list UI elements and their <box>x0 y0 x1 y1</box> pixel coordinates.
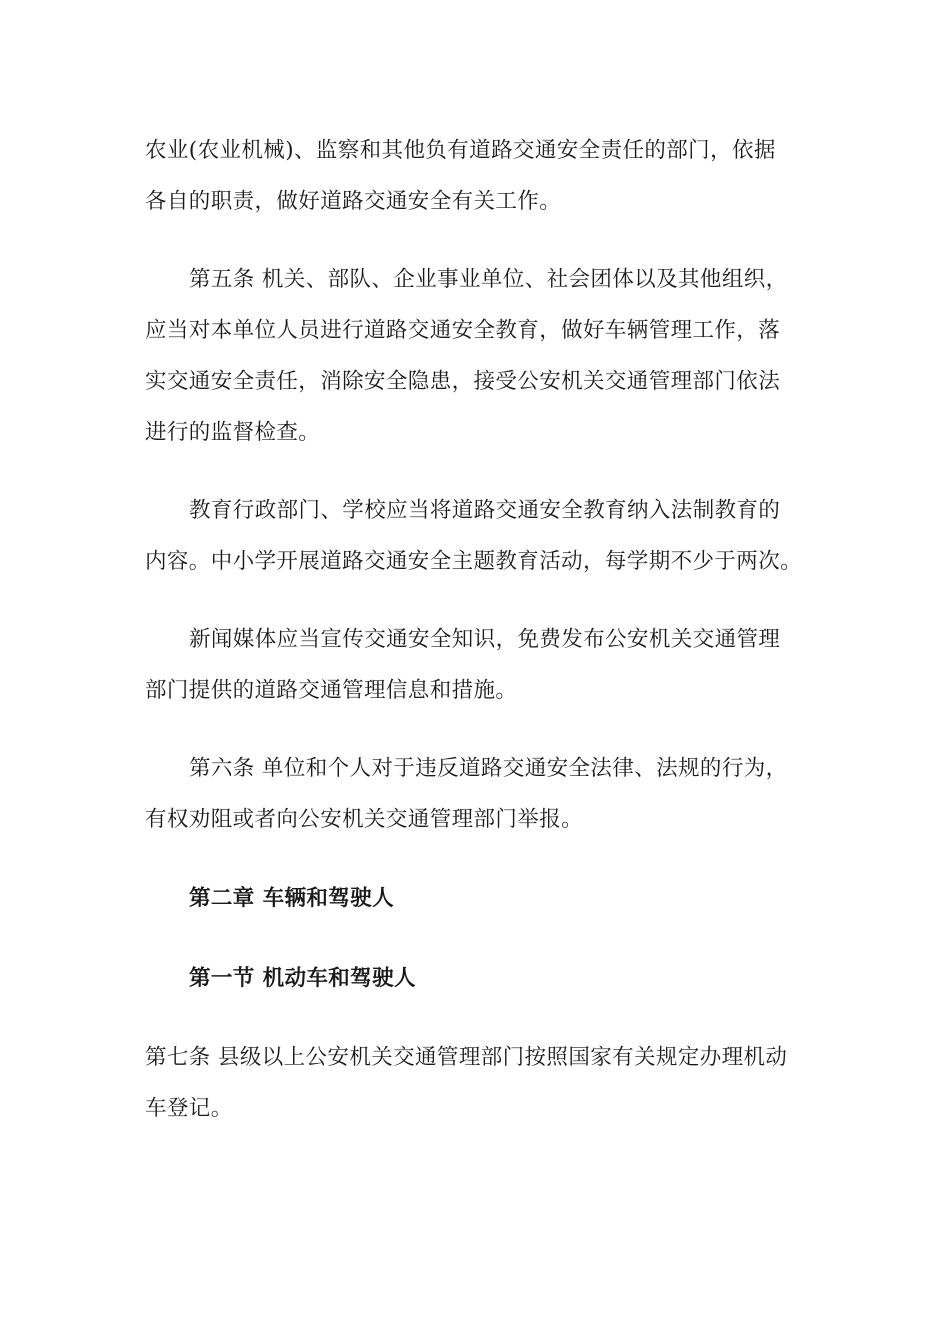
text-line: 实交通安全责任，消除安全隐患，接受公安机关交通管理部门依法 <box>145 369 781 394</box>
text-line: 第七条 县级以上公安机关交通管理部门按照国家有关规定办理机动 <box>145 1045 788 1070</box>
text-line: 部门提供的道路交通管理信息和措施。 <box>145 678 518 703</box>
section-title: 第一节 机动车和驾驶人 <box>189 966 416 991</box>
text-line: 农业(农业机械)、监察和其他负有道路交通安全责任的部门，依据 <box>145 138 776 163</box>
text-line: 第六条 单位和个人对于违反道路交通安全法律、法规的行为， <box>189 756 788 781</box>
text-line: 应当对本单位人员进行道路交通安全教育，做好车辆管理工作，落 <box>145 318 781 343</box>
article-7-paragraph <box>145 1032 815 1134</box>
text-line: 车登记。 <box>145 1096 233 1121</box>
media-paragraph <box>145 614 815 716</box>
section-heading <box>145 953 815 1004</box>
text-line: 内容。中小学开展道路交通安全主题教育活动，每学期不少于两次。 <box>145 549 803 574</box>
chapter-heading <box>145 873 815 924</box>
education-paragraph <box>145 485 815 587</box>
article-6-paragraph <box>145 743 815 845</box>
text-line: 进行的监督检查。 <box>145 420 321 445</box>
text-line: 教育行政部门、学校应当将道路交通安全教育纳入法制教育的 <box>189 498 781 523</box>
text-line: 第五条 机关、部队、企业事业单位、社会团体以及其他组织， <box>189 267 788 292</box>
paragraph-continuation <box>145 125 815 227</box>
chapter-title: 第二章 车辆和驾驶人 <box>189 886 394 911</box>
text-line: 各自的职责，做好道路交通安全有关工作。 <box>145 189 562 214</box>
text-line: 新闻媒体应当宣传交通安全知识，免费发布公安机关交通管理 <box>189 627 781 652</box>
text-line: 有权劝阻或者向公安机关交通管理部门举报。 <box>145 807 584 832</box>
article-5-paragraph <box>145 254 815 458</box>
